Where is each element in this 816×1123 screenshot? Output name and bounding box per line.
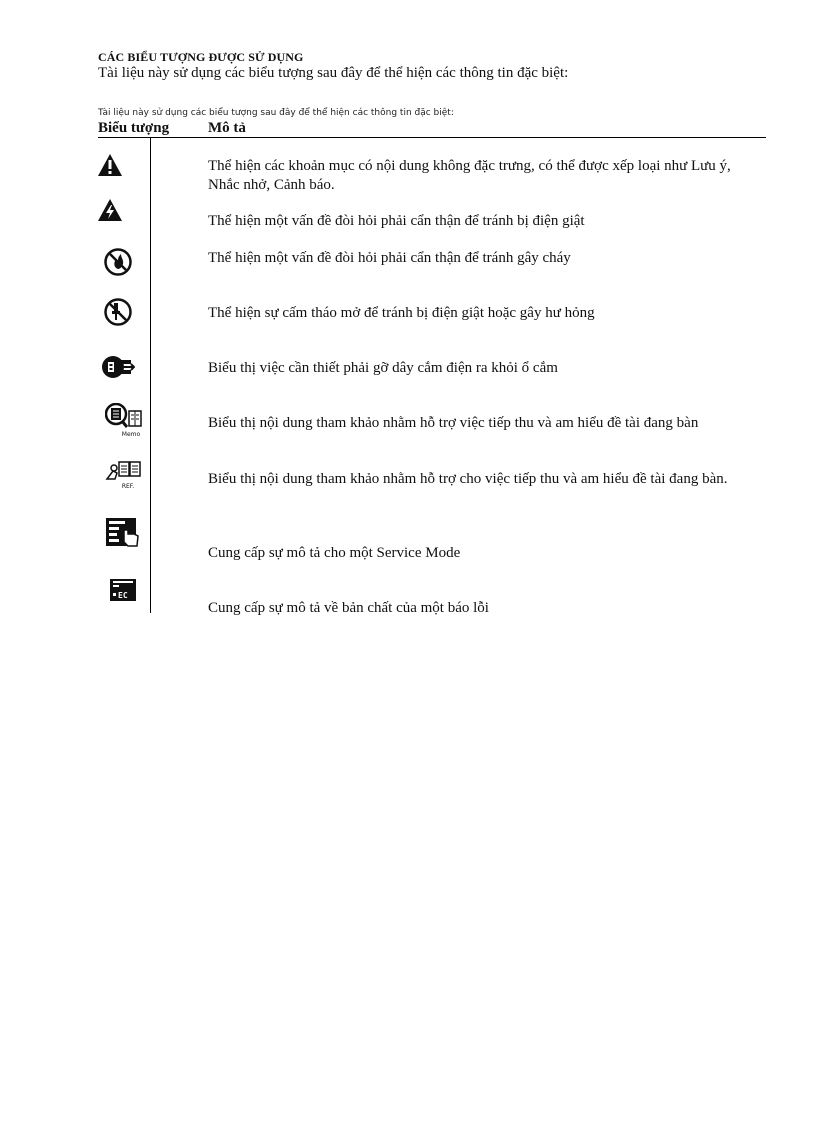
row-description: Biểu thị việc cần thiết phải gỡ dây cắm điện ra khỏi ổ cắm <box>208 360 558 376</box>
row-description: Thể hiện sự cấm tháo mở để tránh bị điện giật hoặc gây hư hỏng <box>208 305 595 321</box>
reference-icon <box>104 455 144 493</box>
reference-icon-label: REF. <box>121 482 135 490</box>
row-description: Cung cấp sự mô tả cho một Service Mode <box>208 545 461 561</box>
error-code-icon <box>106 575 140 605</box>
column-header-icon: Biểu tượng <box>98 120 170 136</box>
unplug-power-icon <box>100 352 136 382</box>
header-divider <box>98 137 766 138</box>
row-description: Thể hiện một vấn đề đòi hỏi phải cẩn thận để tránh bị điện giật <box>208 213 585 229</box>
column-header-description: Mô tả <box>208 120 246 136</box>
row-description: Biểu thị nội dung tham khảo nhằm hỗ trợ việc tiếp thu và am hiểu đề tài đang bàn <box>208 415 699 431</box>
row-description: Thể hiện một vấn đề đòi hỏi phải cẩn thận để tránh gây cháy <box>208 250 571 266</box>
section-heading: CÁC BIỂU TƯỢNG ĐƯỢC SỬ DỤNG <box>98 50 304 64</box>
row-description: Biểu thị nội dung tham khảo nhằm hỗ trợ cho việc tiếp thu và am hiểu đề tài đang bàn. <box>208 471 728 487</box>
memo-icon <box>104 400 144 440</box>
warning-triangle-icon <box>92 150 128 180</box>
electric-shock-warning-icon <box>92 195 128 225</box>
intro-text-small: Tài liệu này sử dụng các biểu tượng sau đây để thể hiện các thông tin đặc biệt: <box>98 108 454 118</box>
no-disassembly-icon <box>100 297 136 327</box>
intro-text: Tài liệu này sử dụng các biểu tượng sau đây để thể hiện các thông tin đặc biệt: <box>98 65 569 81</box>
column-divider <box>150 138 151 613</box>
memo-icon-label: Memo <box>121 430 141 438</box>
service-mode-icon <box>103 515 141 551</box>
row-description: Thể hiện các khoản mục có nội dung không đặc trưng, có thể được xếp loại như Lưu ý, Nhắc nhở, Cảnh báo. <box>208 158 731 193</box>
svg-text:EC: EC <box>118 591 128 600</box>
row-description: Cung cấp sự mô tả về bản chất của một báo lỗi <box>208 600 489 616</box>
no-fire-icon <box>100 247 136 277</box>
